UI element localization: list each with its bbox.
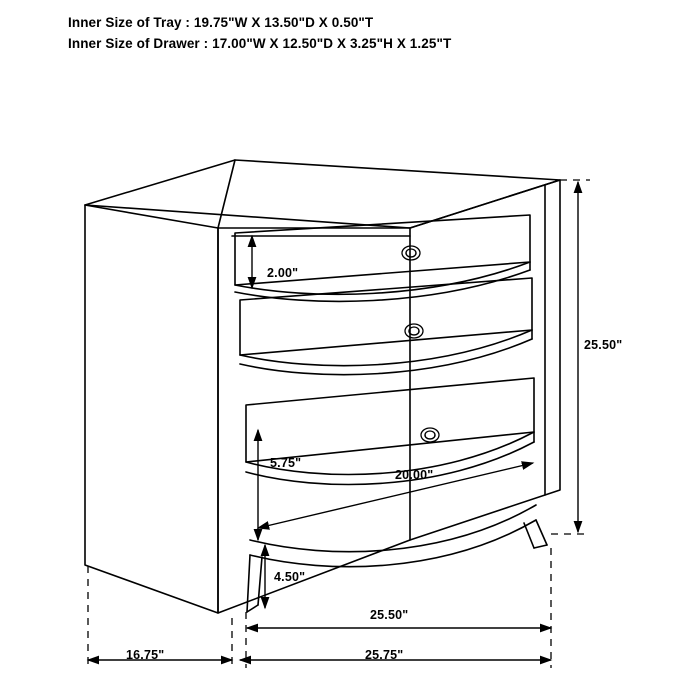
cabinet-front-face — [218, 180, 560, 613]
drawer-knob-icon-bottom — [421, 428, 439, 442]
label-total-width: 25.75" — [365, 648, 404, 662]
label-bottom-drawer-height: 4.50" — [274, 570, 306, 584]
label-middle-drawer-height: 5.75" — [270, 456, 302, 470]
label-front-width: 20.00" — [395, 468, 434, 482]
label-top-drawer-height: 2.00" — [267, 266, 299, 280]
cabinet-left-side — [85, 160, 235, 613]
label-base-width: 25.50" — [370, 608, 409, 622]
drawer-knob-icon-middle — [405, 324, 423, 338]
witness-lines — [88, 180, 590, 668]
drawer-knob-icon-top — [402, 246, 420, 260]
spec-tray-line: Inner Size of Tray : 19.75"W X 13.50"D X 0.50"T — [68, 15, 374, 30]
label-overall-height: 25.50" — [584, 338, 623, 352]
label-side-depth: 16.75" — [126, 648, 165, 662]
cabinet-base-and-legs — [247, 505, 547, 612]
spec-drawer-line: Inner Size of Drawer : 17.00"W X 12.50"D X 3.25"H X 1.25"T — [68, 36, 452, 51]
